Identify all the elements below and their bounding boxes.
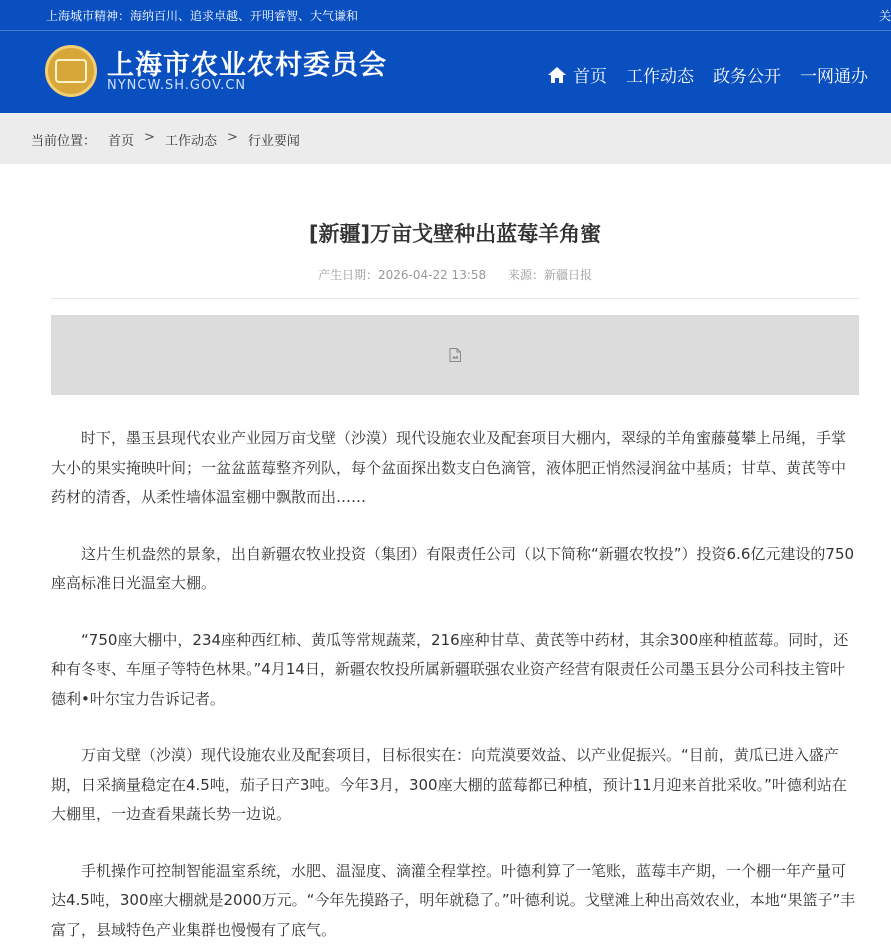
site-logo-emblem[interactable] xyxy=(45,45,97,97)
home-icon xyxy=(548,67,566,83)
logo-inner-mark xyxy=(55,59,87,83)
article-title: [新疆]万亩戈壁种出蓝莓羊角蜜 xyxy=(308,222,602,246)
breadcrumb-bar xyxy=(0,113,891,164)
main-nav xyxy=(548,62,887,87)
nav-item-work-news[interactable]: 工作动态 xyxy=(626,67,694,87)
breadcrumb-industry-news[interactable]: 行业要闻 xyxy=(247,134,300,149)
nav-item-gov-affairs[interactable]: 政务公开 xyxy=(713,67,781,87)
breadcrumb xyxy=(31,130,300,149)
article-paragraph: 万亩戈壁（沙漠）现代设施农业及配套项目，目标很实在：向荒漠要效益、以产业促振兴。“目前，黄瓜已进入盛产期，日采摘量稳定在4.5吨，茄子日产3吨。今年3月，300座大棚的蓝莓都已种植，预计11月迎来首批采收。”叶德利站在大棚里，一边查看果蔬长势一边说。 xyxy=(51,746,847,823)
site-title[interactable]: 上海市农业农村委员会 xyxy=(107,50,387,81)
nav-item-home[interactable] xyxy=(548,62,607,87)
article-image-placeholder xyxy=(51,315,859,395)
article-meta xyxy=(51,266,859,283)
article-date: 产生日期：2026-04-22 13:58 xyxy=(318,268,487,282)
article-paragraph: 手机操作可控制智能温室系统，水肥、温湿度、滴灌全程掌控。叶德利算了一笔账，蓝莓丰产期，一个棚一年产量可达4.5吨，300座大棚就是2000万元。“今年先摸路子，明年就稳了。”叶德利说。戈壁滩上种出高效农业，本地“果篮子”丰富了，县域特色产业集群也慢慢有了底气。 xyxy=(51,861,856,939)
meta-divider xyxy=(51,298,859,299)
top-bar-link[interactable]: 关 xyxy=(878,9,891,23)
site-domain: NYNCW.SH.GOV.CN xyxy=(107,78,247,93)
article-paragraph: 时下，墨玉县现代农业产业园万亩戈壁（沙漠）现代设施农业及配套项目大棚内，翠绿的羊角蜜藤蔓攀上吊绳，手掌大小的果实掩映叶间；一盆盆蓝莓整齐列队，每个盆面探出数支白色滴管，液体肥正悄然浸润盆中基质；甘草、黄芪等中药材的清香，从柔性墙体温室棚中飘散而出…… xyxy=(51,429,847,506)
broken-image-icon xyxy=(449,348,461,362)
site-header xyxy=(0,0,891,113)
article-paragraph: “750座大棚中，234座种西红柿、黄瓜等常规蔬菜，216座种甘草、黄芪等中药材，其余300座种植蓝莓。同时，还种有冬枣、车厘子等特色林果。”4月14日，新疆农牧投所属新疆联强农业资产经营有限责任公司墨玉县分公司科技主管叶德利•叶尔宝力告诉记者。 xyxy=(51,630,849,708)
header-divider xyxy=(0,30,891,31)
breadcrumb-prefix: 当前位置： xyxy=(31,134,97,149)
breadcrumb-separator: > xyxy=(226,130,238,145)
nav-label: 首页 xyxy=(573,67,607,87)
city-spirit-slogan: 上海城市精神：海纳百川、追求卓越、开明睿智、大气谦和 xyxy=(46,9,359,23)
breadcrumb-work-news[interactable]: 工作动态 xyxy=(164,134,217,149)
nav-item-one-stop-service[interactable]: 一网通办 xyxy=(800,67,868,87)
article-source: 来源：新疆日报 xyxy=(507,268,592,282)
breadcrumb-separator: > xyxy=(144,130,155,145)
article-body xyxy=(51,424,859,948)
breadcrumb-home[interactable]: 首页 xyxy=(108,134,135,149)
article-paragraph: 这片生机盎然的景象，出自新疆农牧业投资（集团）有限责任公司（以下简称“新疆农牧投”）投资6.6亿元建设的750座高标准日光温室大棚。 xyxy=(51,544,855,592)
